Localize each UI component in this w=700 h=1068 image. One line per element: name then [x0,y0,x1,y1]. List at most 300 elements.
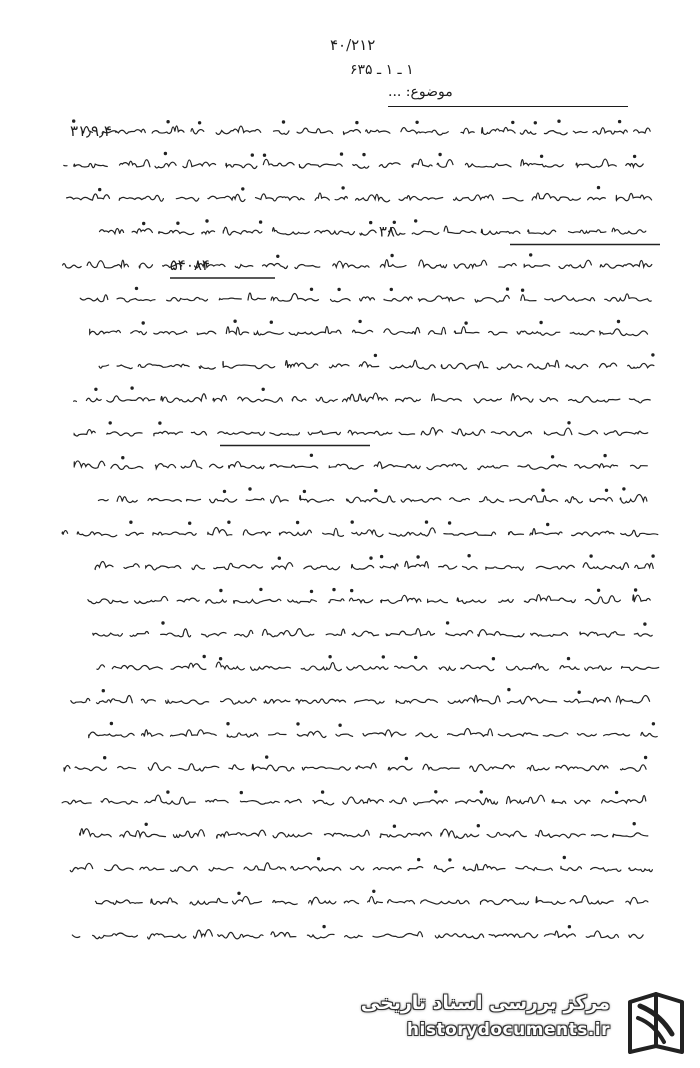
handwritten-dot [465,322,467,324]
handwritten-word [421,428,442,435]
handwritten-word [401,128,448,135]
handwritten-word [309,897,336,904]
handwritten-dot [282,121,284,123]
handwritten-dot [492,658,494,660]
handwritten-word [288,600,317,603]
handwritten-word [569,230,606,234]
handwritten-dot [578,691,580,693]
handwritten-dot [322,791,324,793]
handwritten-word [517,331,560,335]
handwritten-word [221,698,256,704]
handwritten-word [428,599,448,603]
handwritten-word [117,298,155,302]
handwritten-word [478,466,508,470]
handwritten-word [626,897,648,903]
handwritten-dot [623,488,625,490]
handwritten-word [363,730,406,736]
handwritten-word [454,260,487,268]
handwritten-word [300,495,334,502]
handwritten-word [521,295,536,301]
handwritten-word [419,260,447,268]
handwritten-dot [110,722,112,724]
handwritten-dot [351,590,353,592]
handwritten-word [352,530,383,537]
handwritten-word [499,600,514,603]
handwritten-word [308,431,340,435]
handwritten-word [139,263,152,268]
handwritten-word [633,595,650,602]
handwritten-word [191,129,204,134]
handwritten-word [227,733,257,737]
handwritten-dot [506,288,508,290]
handwritten-word [88,599,128,604]
handwritten-dot [240,792,242,794]
handwritten-word [329,464,363,469]
handwritten-word [374,462,420,469]
handwritten-dot [374,354,376,356]
handwritten-word [348,430,392,435]
handwritten-dot [534,122,536,124]
handwritten-dot [633,823,635,825]
handwritten-word [295,264,320,268]
handwritten-dot [159,422,161,424]
handwritten-word [616,695,649,702]
handwritten-word [316,397,337,402]
handwritten-word [286,361,318,369]
watermark-org-name: مرکز بررسی اسناد تاریخی [360,992,610,1014]
handwritten-dot [303,490,305,492]
handwritten-word [428,327,445,334]
handwritten-word [90,329,121,334]
handwritten-word [118,767,136,769]
handwritten-dot [145,823,147,825]
handwritten-word [62,531,68,535]
handwritten-word [93,633,123,636]
handwritten-word [251,666,291,670]
handwritten-dot [351,521,353,523]
handwritten-dot [297,521,299,523]
handwritten-word [552,800,566,804]
handwritten-word [155,162,176,168]
handwritten-word [599,363,616,367]
handwritten-word [197,331,216,334]
handwritten-word [209,867,233,871]
handwritten-word [544,931,575,937]
handwritten-word [461,128,474,133]
handwritten-word [379,163,400,168]
handwritten-word [171,730,217,736]
handwritten-word [234,599,281,603]
handwritten-word [229,765,244,770]
handwritten-word [154,331,187,334]
handwritten-word [299,164,342,168]
handwritten-word [435,934,483,939]
document-subject: موضوع: ... [388,84,453,100]
handwritten-word [499,263,516,267]
handwritten-word [439,565,457,569]
handwritten-word [482,128,515,135]
handwritten-word [629,399,650,403]
handwritten-word [135,596,168,603]
handwritten-word [591,868,621,872]
handwritten-dot [552,456,554,458]
handwritten-word [159,230,194,234]
handwritten-word [381,595,421,603]
handwritten-word [244,863,286,871]
handwritten-word [343,393,388,402]
handwritten-dot [143,222,145,224]
handwritten-word [313,800,334,805]
handwritten-dot [634,155,636,157]
handwritten-word [531,633,568,637]
handwritten-word [386,629,434,636]
handwritten-word [576,159,616,167]
handwritten-word [401,498,441,502]
handwritten-word [507,696,556,704]
handwritten-dot [189,522,191,524]
handwritten-dot [323,926,325,928]
handwritten-word [187,499,201,501]
handwritten-dot [242,188,244,190]
handwritten-word [585,596,620,604]
handwritten-word [384,328,420,335]
handwritten-word [315,193,329,200]
handwritten-word [565,497,582,503]
handwritten-dot [567,658,569,660]
handwritten-word [355,700,385,704]
handwritten-word [248,293,266,300]
handwritten-dot [338,288,340,290]
handwritten-dot [522,289,524,291]
handwritten-word [307,934,334,938]
handwritten-dot [616,791,618,793]
handwritten-word [96,900,143,904]
handwritten-word [352,564,374,569]
handwritten-dot [619,121,621,123]
handwritten-dot [382,656,384,658]
handwritten-word [296,699,346,704]
handwritten-word [167,297,208,301]
handwritten-word [575,464,618,468]
handwritten-word [580,632,625,637]
handwritten-word [450,498,470,502]
handwritten-word [570,896,613,904]
handwritten-word [545,428,572,435]
handwritten-word [545,296,595,302]
handwritten-dot [645,756,647,758]
handwritten-dot [558,120,560,122]
handwritten-word [93,933,138,939]
handwritten-word [441,361,488,368]
handwritten-word [439,667,455,670]
handwritten-word [454,327,479,334]
handwritten-word [399,432,415,434]
handwritten-dot [449,522,451,524]
handwritten-word [380,260,406,268]
handwritten-word [569,397,620,403]
handwritten-dot [540,321,542,323]
handwritten-word [516,866,553,870]
handwritten-dot [418,859,420,861]
handwritten-word [586,931,618,938]
handwritten-word [530,529,562,536]
handwritten-word [463,864,505,871]
handwritten-word [210,464,223,468]
handwritten-word [86,398,101,402]
handwritten-word [273,833,312,838]
handwriting-strokes [40,110,665,960]
handwritten-dot [597,187,599,189]
archive-watermark [360,988,690,1058]
handwritten-word [605,294,652,302]
handwritten-word [99,365,109,368]
handwritten-word [579,431,598,435]
handwritten-word [573,131,587,133]
handwritten-word [243,530,270,535]
handwritten-word [481,229,520,234]
handwritten-dot [203,655,205,657]
handwritten-word [405,561,429,568]
handwritten-word [343,130,360,135]
watermark-site: historydocuments.ir [406,1020,610,1040]
handwritten-dot [104,757,106,759]
handwritten-dot [277,255,279,257]
handwritten-word [347,496,396,503]
handwritten-dot [563,856,565,858]
handwritten-word [292,397,306,402]
handwritten-dot [652,555,654,557]
handwritten-word [148,763,170,771]
handwritten-dot [598,589,600,591]
handwritten-word [434,865,453,871]
handwritten-word [536,565,574,569]
handwritten-word [454,195,494,201]
handwritten-word [216,662,244,670]
handwritten-word [120,160,150,167]
handwritten-word [521,160,563,167]
handwritten-word [95,561,113,569]
handwritten-dot [635,589,637,591]
handwritten-dot [130,521,132,523]
handwritten-word [333,261,369,268]
handwritten-word [384,297,412,301]
handwritten-word [264,699,290,703]
handwritten-word [219,298,241,300]
handwritten-word [556,765,608,770]
handwritten-word [62,800,91,804]
handwritten-word [497,364,522,370]
handwritten-word [352,631,379,636]
handwritten-dot [425,521,427,523]
handwritten-word [89,732,134,738]
handwritten-dot [220,589,222,591]
handwritten-word [373,932,423,938]
handwritten-word [80,829,112,837]
handwritten-word [448,695,500,704]
handwritten-dot [370,222,372,224]
handwritten-dot [417,556,419,558]
handwritten-word [194,930,213,939]
handwritten-word [213,395,227,401]
handwritten-word [223,227,262,235]
handwritten-word [148,934,186,939]
handwritten-word [241,801,280,805]
handwritten-word [216,126,261,134]
handwritten-word [604,431,648,436]
handwritten-word [503,198,523,201]
handwritten-word [223,361,275,368]
handwritten-dot [468,555,470,557]
handwritten-dot [329,656,331,658]
handwritten-dot [297,723,299,725]
handwritten-word [271,293,318,301]
handwritten-dot [266,756,268,758]
handwritten-word [171,866,198,871]
handwritten-word [301,663,341,671]
handwritten-word [206,600,227,604]
handwritten-word [173,830,204,838]
handwritten-word [124,564,139,569]
handwritten-word [297,128,333,133]
handwritten-dot [381,556,383,558]
handwritten-word [279,530,311,535]
handwritten-word [256,194,305,201]
handwritten-word [326,629,345,635]
handwritten-dot [131,387,133,389]
handwritten-dot [177,222,179,224]
handwritten-word [577,734,596,737]
handwritten-word [457,598,486,604]
handwritten-word [560,666,579,670]
handwritten-word [356,763,376,769]
handwritten-dot [356,122,358,124]
handwritten-word [111,464,143,469]
handwritten-word [218,432,265,436]
handwritten-word [274,131,290,135]
handwritten-dot [199,122,201,124]
handwritten-word [148,498,181,501]
handwritten-word [380,564,398,569]
handwritten-word [273,228,310,235]
handwritten-word [622,666,659,670]
handwritten-dot [590,555,592,557]
handwritten-word [564,697,610,703]
handwritten-word [461,665,494,670]
handwritten-word [324,830,369,837]
handwritten-word [323,528,344,536]
handwritten-dot [390,288,392,290]
handwritten-word [208,194,245,201]
handwritten-word [64,766,70,772]
handwritten-word [181,460,202,468]
handwritten-dot [318,858,320,860]
handwritten-dot [439,153,441,155]
handwritten-dot [449,859,451,861]
handwritten-dot [652,354,654,356]
handwritten-word [117,496,137,503]
handwritten-word [356,194,390,202]
handwritten-word [254,332,283,335]
handwritten-word [70,863,93,871]
handwritten-word [77,532,117,537]
handwritten-word [272,563,293,570]
handwritten-dot [547,523,549,525]
handwritten-dot [167,791,169,793]
handwritten-dot [109,422,111,424]
handwritten-word [540,398,558,402]
handwritten-word [233,896,262,904]
handwritten-dot [102,690,104,692]
handwritten-word [544,131,567,135]
handwritten-word [396,398,421,402]
handwritten-word [561,866,582,870]
handwritten-word [226,163,257,168]
handwritten-word [217,830,266,838]
handwritten-word [414,800,448,805]
handwritten-word [486,566,524,570]
handwritten-word [183,160,216,168]
handwritten-word [235,630,253,637]
handwritten-dot [530,254,532,256]
handwritten-dot [480,791,482,793]
handwritten-dot [512,121,514,123]
handwritten-word [432,394,462,401]
handwritten-word [634,633,652,636]
handwritten-word [289,326,341,335]
handwritten-word [441,829,479,838]
handwritten-word [427,464,467,470]
handwritten-word [489,933,538,938]
handwritten-dot [164,152,166,154]
handwritten-word [480,497,504,503]
handwritten-dot [278,557,280,559]
handwritten-word [291,866,341,871]
handwritten-word [474,399,501,403]
handwritten-word [171,663,206,669]
handwritten-word [511,394,533,403]
handwritten-word [509,532,524,535]
handwritten-word [214,563,263,569]
document-reference: ۱ ـ ۱ ـ ۶۳۵ [350,62,414,78]
handwritten-word [444,532,496,535]
handwritten-word [101,799,137,804]
handwritten-dot [405,757,407,759]
handwritten-word [418,296,464,301]
handwritten-word [177,598,199,602]
handwritten-word [315,230,355,234]
handwritten-word [591,835,607,837]
handwritten-word [179,764,219,771]
handwritten-word [583,563,629,570]
handwritten-word [373,867,401,870]
handwritten-word [543,733,568,736]
handwritten-word [572,531,614,536]
handwritten-word [600,329,648,336]
handwritten-word [604,733,630,735]
handwritten-dot [375,490,377,492]
handwritten-figure: ۳۱٫۹٫۴۰ [69,122,120,140]
handwritten-dot [373,890,375,892]
handwritten-word [621,765,647,771]
handwritten-dot [263,154,265,156]
handwritten-word [602,795,646,803]
handwritten-figure: ۳۸ [378,222,395,241]
handwritten-word [528,230,556,234]
handwritten-word [67,194,110,200]
handwritten-dot [415,656,417,658]
handwritten-dot [249,488,251,490]
handwritten-word [238,397,283,402]
